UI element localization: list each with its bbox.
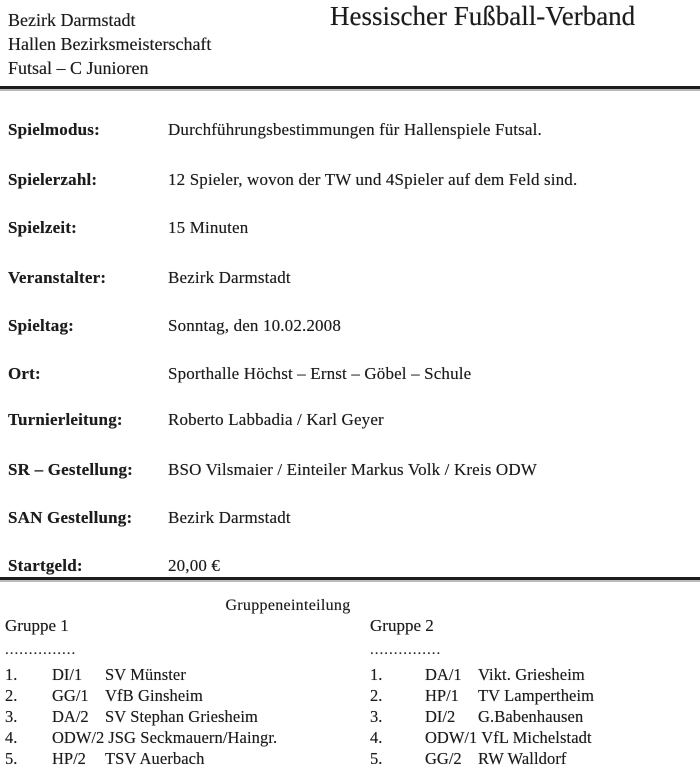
info-row-turnierleitung bbox=[8, 410, 696, 430]
team-number: 5. bbox=[5, 749, 18, 768]
info-value: 20,00 € bbox=[168, 556, 221, 575]
info-value: Roberto Labbadia / Karl Geyer bbox=[168, 410, 384, 429]
team-row bbox=[370, 685, 594, 706]
team-number: 5. bbox=[370, 749, 383, 768]
info-label: Startgeld: bbox=[8, 556, 83, 575]
info-row-spielmodus bbox=[8, 120, 696, 140]
group-2-team-list bbox=[370, 664, 594, 769]
team-row bbox=[5, 748, 277, 769]
top-divider-line bbox=[0, 86, 700, 89]
group-2 bbox=[370, 617, 594, 769]
info-value: 15 Minuten bbox=[168, 218, 249, 237]
info-value: Durchführungsbestimmungen für Hallenspiele Futsal. bbox=[168, 120, 542, 139]
info-row-spielzeit bbox=[8, 218, 696, 238]
header-category: Futsal – C Junioren bbox=[8, 58, 149, 78]
team-row bbox=[5, 664, 277, 685]
info-value: BSO Vilsmaier / Einteiler Markus Volk / Kreis ODW bbox=[168, 460, 537, 479]
team-name: TV Lampertheim bbox=[478, 686, 595, 705]
info-value: Sonntag, den 10.02.2008 bbox=[168, 316, 341, 335]
team-district-code: HP/1 bbox=[425, 686, 459, 705]
header-district: Bezirk Darmstadt bbox=[8, 10, 136, 30]
info-label: Spielerzahl: bbox=[8, 170, 98, 189]
org-title: Hessischer Fußball-Verband bbox=[330, 1, 636, 31]
group-2-dotted-line: ............... bbox=[370, 642, 442, 658]
info-label: SR – Gestellung: bbox=[8, 460, 134, 479]
team-number: 2. bbox=[370, 686, 383, 705]
team-name: JSG Seckmauern/Haingr. bbox=[108, 728, 278, 747]
header-competition: Hallen Bezirksmeisterschaft bbox=[8, 34, 212, 54]
info-label: Spieltag: bbox=[8, 316, 75, 335]
team-district-code: HP/2 bbox=[52, 749, 86, 768]
team-name: SV Münster bbox=[105, 665, 186, 684]
team-number: 1. bbox=[5, 665, 18, 684]
info-row-spieltag bbox=[8, 316, 696, 336]
team-row bbox=[370, 727, 594, 748]
team-number: 4. bbox=[5, 728, 18, 747]
team-name: SV Stephan Griesheim bbox=[105, 707, 258, 726]
team-number: 2. bbox=[5, 686, 18, 705]
info-label: Spielzeit: bbox=[8, 218, 78, 237]
team-number: 1. bbox=[370, 665, 383, 684]
info-label: Turnierleitung: bbox=[8, 410, 123, 429]
team-row bbox=[370, 664, 594, 685]
info-value: Bezirk Darmstadt bbox=[168, 268, 291, 287]
team-name: Vikt. Griesheim bbox=[478, 665, 585, 684]
team-name: G.Babenhausen bbox=[478, 707, 584, 726]
team-district-code: ODW/2 bbox=[52, 728, 105, 747]
group-2-title: Gruppe 2 bbox=[370, 616, 434, 635]
team-district-code: DI/2 bbox=[425, 707, 456, 726]
team-number: 3. bbox=[370, 707, 383, 726]
team-district-code: GG/2 bbox=[425, 749, 462, 768]
team-name: VfL Michelstadt bbox=[481, 728, 592, 747]
info-label: Ort: bbox=[8, 364, 41, 383]
team-district-code: GG/1 bbox=[52, 686, 89, 705]
group-1-dotted-line: ............... bbox=[5, 642, 77, 658]
group-1-title: Gruppe 1 bbox=[5, 616, 69, 635]
info-row-sr-gestellung bbox=[8, 460, 696, 480]
team-name: RW Walldorf bbox=[478, 749, 567, 768]
team-number: 4. bbox=[370, 728, 383, 747]
info-row-spielerzahl bbox=[8, 170, 696, 190]
team-row bbox=[5, 685, 277, 706]
info-label: Veranstalter: bbox=[8, 268, 107, 287]
document-header-left bbox=[8, 8, 211, 80]
team-number: 3. bbox=[5, 707, 18, 726]
info-label: Spielmodus: bbox=[8, 120, 100, 139]
team-district-code: DA/1 bbox=[425, 665, 462, 684]
info-value: 12 Spieler, wovon der TW und 4Spieler auf dem Feld sind. bbox=[168, 170, 578, 189]
team-district-code: DA/2 bbox=[52, 707, 89, 726]
team-district-code: ODW/1 bbox=[425, 728, 478, 747]
info-row-veranstalter bbox=[8, 268, 696, 288]
group-section-title: Gruppeneinteilung bbox=[225, 597, 351, 614]
info-row-san-gestellung bbox=[8, 508, 696, 528]
info-value: Sporthalle Höchst – Ernst – Göbel – Schule bbox=[168, 364, 472, 383]
group-1-team-list bbox=[5, 664, 277, 769]
team-row bbox=[5, 727, 277, 748]
info-label: SAN Gestellung: bbox=[8, 508, 133, 527]
team-district-code: DI/1 bbox=[52, 665, 83, 684]
team-row bbox=[370, 706, 594, 727]
team-row bbox=[5, 706, 277, 727]
info-row-ort bbox=[8, 364, 696, 384]
info-value: Bezirk Darmstadt bbox=[168, 508, 291, 527]
team-name: VfB Ginsheim bbox=[105, 686, 203, 705]
info-row-startgeld bbox=[8, 556, 696, 576]
group-1 bbox=[5, 617, 277, 769]
team-name: TSV Auerbach bbox=[105, 749, 205, 768]
team-row bbox=[370, 748, 594, 769]
bottom-divider-line bbox=[0, 577, 700, 580]
